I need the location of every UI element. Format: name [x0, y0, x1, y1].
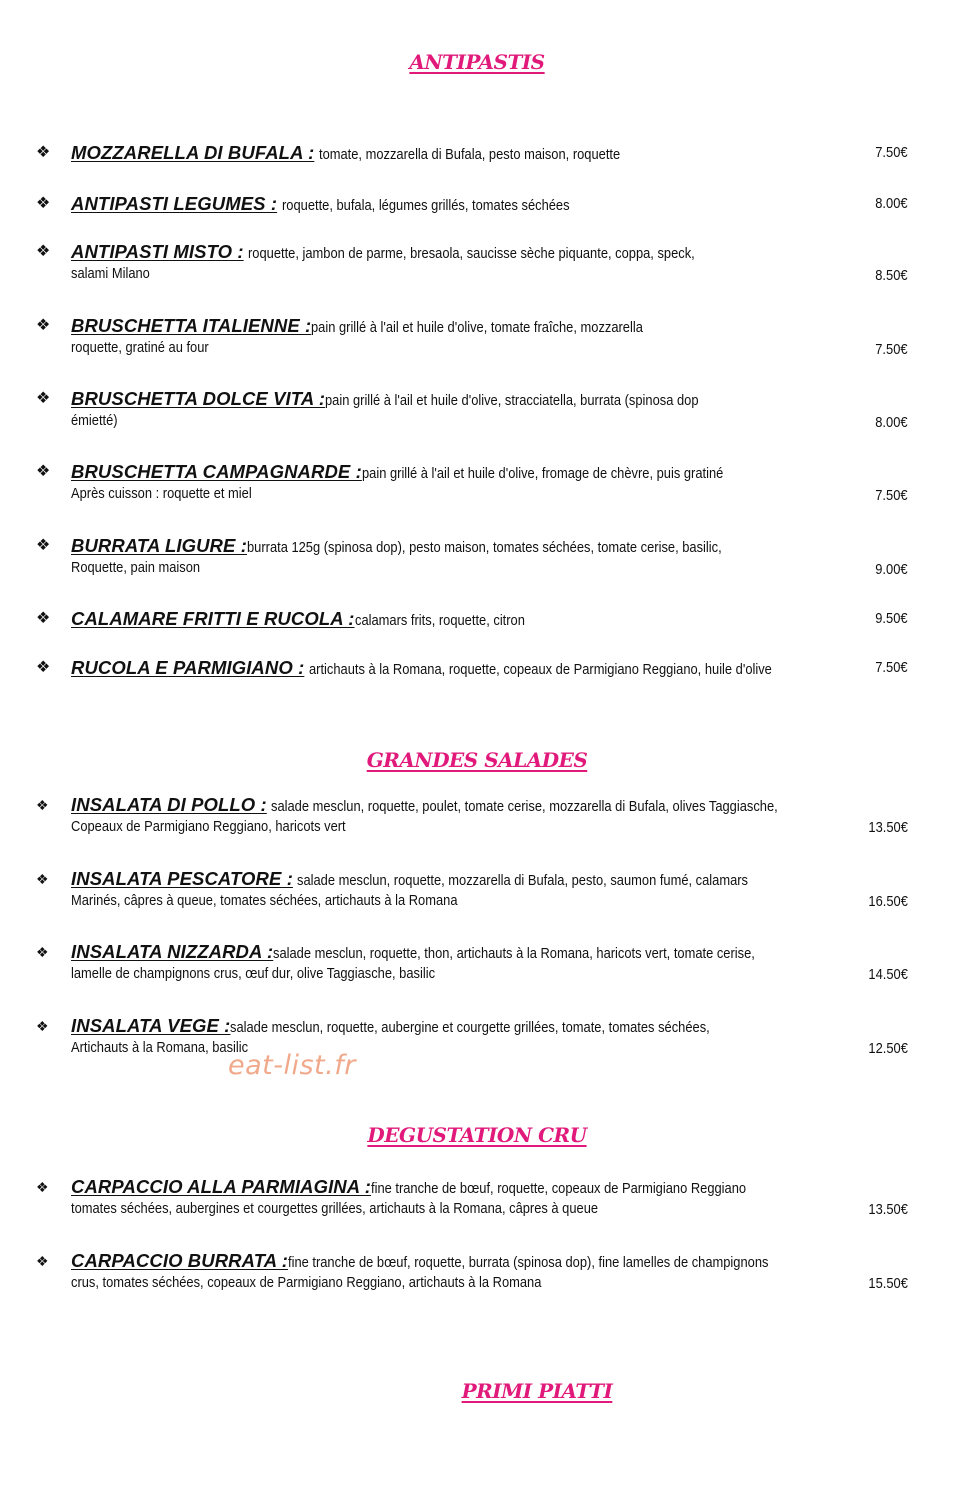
menu-item — [36, 656, 916, 686]
diamond-bullet-icon: ❖ — [36, 317, 51, 334]
item-description: fine tranche de bœuf, roquette, copeaux de Parmigiano Reggiano — [371, 1180, 747, 1197]
menu-item — [36, 1175, 916, 1223]
item-price: 8.00€ — [875, 414, 908, 431]
diamond-bullet-icon: ❖ — [36, 797, 49, 813]
menu-item — [36, 460, 916, 508]
item-description: fine tranche de bœuf, roquette, burrata (spinosa dop), fine lamelles de champignons — [288, 1254, 769, 1271]
item-price: 8.00€ — [875, 195, 908, 212]
item-name: CALAMARE FRITTI E RUCOLA : — [71, 608, 355, 629]
item-description: pain grillé à l'ail et huile d'olive, stracciatella, burrata (spinosa dop — [325, 392, 699, 409]
diamond-bullet-icon: ❖ — [36, 1179, 49, 1195]
item-name: ANTIPASTI MISTO : — [71, 241, 244, 262]
item-description-continued: lamelle de champignons crus, œuf dur, olive Taggiasche, basilic — [71, 965, 436, 982]
item-price: 12.50€ — [868, 1040, 908, 1057]
item-price: 9.00€ — [875, 561, 908, 578]
menu-item — [36, 793, 916, 841]
item-description: roquette, jambon de parme, bresaola, saucisse sèche piquante, coppa, speck, — [248, 245, 695, 262]
item-name: BRUSCHETTA DOLCE VITA : — [71, 388, 326, 409]
menu-item — [36, 940, 916, 988]
item-description: artichauts à la Romana, roquette, copeaux de Parmigiano Reggiano, huile d'olive — [308, 661, 772, 678]
item-price: 9.50€ — [875, 610, 908, 627]
item-description: pain grillé à l'ail et huile d'olive, fromage de chèvre, puis gratiné — [361, 465, 724, 482]
diamond-bullet-icon: ❖ — [36, 195, 51, 212]
item-price: 8.50€ — [875, 267, 908, 284]
menu-item — [36, 314, 916, 362]
item-description-continued: Après cuisson : roquette et miel — [71, 485, 252, 502]
item-description-continued: émietté) — [71, 412, 118, 429]
item-price: 7.50€ — [875, 487, 908, 504]
section-title-antipastis: ANTIPASTIS — [409, 50, 545, 74]
item-description: salade mesclun, roquette, poulet, tomate cerise, mozzarella di Bufala, olives Taggiasche, — [271, 798, 778, 815]
item-price: 7.50€ — [875, 341, 908, 358]
item-description: calamars frits, roquette, citron — [354, 612, 525, 629]
item-name: BRUSCHETTA ITALIENNE : — [71, 315, 312, 336]
diamond-bullet-icon: ❖ — [36, 610, 51, 627]
item-description: salade mesclun, roquette, mozzarella di Bufala, pesto, saumon fumé, calamars — [297, 872, 749, 889]
item-description-continued: Artichauts à la Romana, basilic — [71, 1039, 249, 1056]
item-name: BURRATA LIGURE : — [71, 535, 247, 556]
menu-item — [36, 1249, 916, 1297]
item-description-continued: Marinés, câpres à queue, tomates séchées, artichauts à la Romana — [71, 892, 458, 909]
section-title-primi-piatti: PRIMI PIATTI — [461, 1379, 613, 1403]
item-name: INSALATA DI POLLO : — [71, 794, 267, 815]
item-description-continued: tomates séchées, aubergines et courgettes grillées, artichauts à la Romana, câpres à queue — [71, 1200, 599, 1217]
menu-item — [36, 240, 916, 288]
watermark-text: eat-list.fr — [228, 1050, 356, 1081]
item-description: roquette, bufala, légumes grillés, tomates séchées — [281, 197, 570, 214]
item-description-continued: crus, tomates séchées, copeaux de Parmigiano Reggiano, artichauts à la Romana — [71, 1274, 542, 1291]
item-price: 14.50€ — [868, 966, 908, 983]
item-description-continued: Copeaux de Parmigiano Reggiano, haricots vert — [71, 818, 346, 835]
item-name: BRUSCHETTA CAMPAGNARDE : — [71, 461, 362, 482]
item-price: 7.50€ — [875, 659, 908, 676]
item-price: 13.50€ — [868, 819, 908, 836]
menu-item — [36, 192, 916, 222]
item-description: pain grillé à l'ail et huile d'olive, tomate fraîche, mozzarella — [311, 319, 644, 336]
item-price: 15.50€ — [868, 1275, 908, 1292]
menu-item — [36, 387, 916, 435]
menu-item — [36, 534, 916, 582]
item-description: salade mesclun, roquette, thon, artichauts à la Romana, haricots vert, tomate cerise, — [273, 945, 756, 962]
item-name: CARPACCIO BURRATA : — [71, 1250, 289, 1271]
diamond-bullet-icon: ❖ — [36, 1018, 49, 1034]
item-name: RUCOLA E PARMIGIANO : — [71, 657, 305, 678]
menu-item — [36, 1014, 916, 1062]
diamond-bullet-icon: ❖ — [36, 243, 51, 260]
item-name: CARPACCIO ALLA PARMIAGINA : — [71, 1176, 372, 1197]
diamond-bullet-icon: ❖ — [36, 390, 51, 407]
item-description: salade mesclun, roquette, aubergine et courgette grillées, tomate, tomates séchées, — [230, 1019, 711, 1036]
item-name: INSALATA PESCATORE : — [71, 868, 293, 889]
item-name: ANTIPASTI LEGUMES : — [71, 193, 278, 214]
menu-item — [36, 141, 916, 171]
menu-item — [36, 867, 916, 915]
diamond-bullet-icon: ❖ — [36, 463, 51, 480]
item-description-continued: salami Milano — [71, 265, 150, 282]
item-description: tomate, mozzarella di Bufala, pesto maison, roquette — [318, 146, 620, 163]
section-title-degustation-cru: DEGUSTATION CRU — [367, 1123, 587, 1147]
item-price: 16.50€ — [868, 893, 908, 910]
item-description-continued: Roquette, pain maison — [71, 559, 201, 576]
item-description: burrata 125g (spinosa dop), pesto maison, tomates séchées, tomate cerise, basilic, — [246, 539, 722, 556]
item-name: INSALATA VEGE : — [71, 1015, 231, 1036]
diamond-bullet-icon: ❖ — [36, 944, 49, 960]
diamond-bullet-icon: ❖ — [36, 871, 49, 887]
diamond-bullet-icon: ❖ — [36, 144, 51, 161]
diamond-bullet-icon: ❖ — [36, 659, 51, 676]
item-name: INSALATA NIZZARDA : — [71, 941, 274, 962]
menu-item — [36, 607, 916, 637]
item-description-continued: roquette, gratiné au four — [71, 339, 209, 356]
diamond-bullet-icon: ❖ — [36, 1253, 49, 1269]
section-title-grandes-salades: GRANDES SALADES — [366, 748, 588, 772]
item-name: MOZZARELLA DI BUFALA : — [71, 142, 315, 163]
item-price: 7.50€ — [875, 144, 908, 161]
item-price: 13.50€ — [868, 1201, 908, 1218]
diamond-bullet-icon: ❖ — [36, 537, 51, 554]
